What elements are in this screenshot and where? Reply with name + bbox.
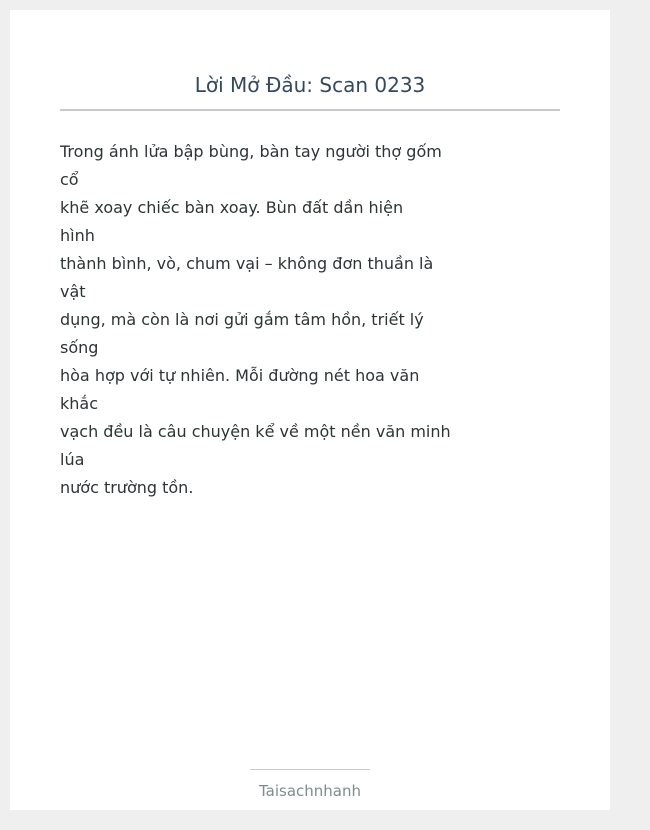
- body-line: vạch đều là câu chuyện kể về một nền văn minh: [60, 422, 451, 441]
- body-line: khẽ xoay chiếc bàn xoay. Bùn đất dần hiện: [60, 198, 404, 217]
- document-page: [10, 10, 610, 810]
- body-line: hòa hợp với tự nhiên. Mỗi đường nét hoa văn: [60, 366, 420, 385]
- body-line: cổ: [60, 170, 79, 189]
- title-divider: [60, 109, 560, 111]
- body-line: hình: [60, 226, 95, 245]
- page-title: Lời Mở Đầu: Scan 0233: [194, 73, 426, 97]
- body-line: Trong ánh lửa bập bùng, bàn tay người thợ gốm: [60, 142, 442, 161]
- signature-divider: [250, 769, 370, 770]
- body-line: khắc: [60, 394, 99, 413]
- body-line: lúa: [60, 450, 85, 469]
- body-line: thành bình, vò, chum vại – không đơn thuần là: [60, 254, 434, 273]
- signature: Taisachnhanh: [258, 782, 362, 800]
- body-line: vật: [60, 282, 86, 301]
- body-paragraph: [60, 138, 580, 502]
- body-line: nước trường tồn.: [60, 478, 194, 497]
- body-line: sống: [60, 338, 99, 357]
- body-line: dụng, mà còn là nơi gửi gắm tâm hồn, triết lý: [60, 310, 424, 329]
